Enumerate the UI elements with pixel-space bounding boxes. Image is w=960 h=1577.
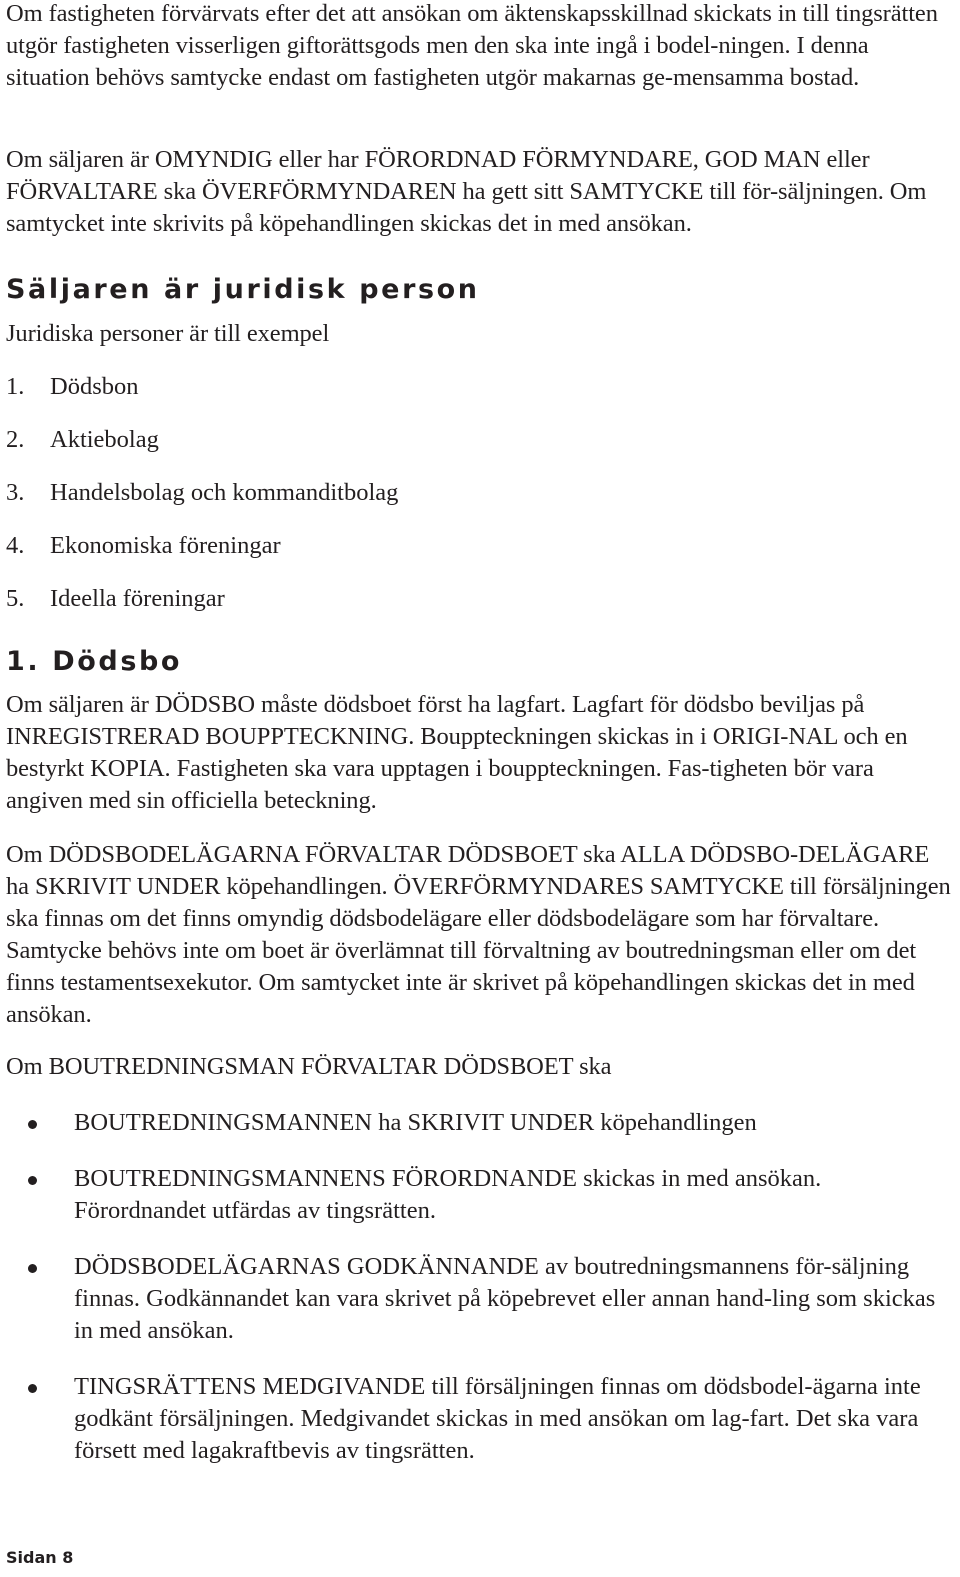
paragraph-dodsbo-lagfart: Om säljaren är DÖDSBO måste dödsboet först ha lagfart. Lagfart för dödsbo beviljas på INREGISTRERAD BOUPPTECKNING. Bouppteckningen skickas in i ORIGI-NAL och en bestyrkt KOPIA. Fastigheten ska vara upptagen i bouppteckningen. Fas-tigheten bör vara angiven med sin officiella beteckning. (6, 691, 908, 814)
list-item: BOUTREDNINGSMANNENS FÖRORDNANDE skickas in med ansökan. Förordnandet utfärdas av tingsrätten. (6, 1163, 946, 1227)
list-item: BOUTREDNINGSMANNEN ha SKRIVIT UNDER köpehandlingen (6, 1107, 946, 1139)
heading-dodsbo: 1. Dödsbo (6, 646, 183, 677)
list-item: 4. Ekonomiska föreningar (6, 532, 281, 559)
list-item: TINGSRÄTTENS MEDGIVANDE till försäljningen finnas om dödsbodel-ägarna inte godkänt försäljningen. Medgivandet skickas in med ansökan om lag-fart. Det ska vara försett med lagakraftbevis av tingsrätten. (6, 1371, 946, 1467)
paragraph-boutredningsman: Om BOUTREDNINGSMAN FÖRVALTAR DÖDSBOET ska (6, 1053, 612, 1080)
bullet-icon (28, 1176, 37, 1185)
list-item: 5. Ideella föreningar (6, 585, 225, 612)
paragraph-dodsbodelagare: Om DÖDSBODELÄGARNA FÖRVALTAR DÖDSBOET ska ALLA DÖDSBO-DELÄGARE ha SKRIVIT UNDER köpehandlingen. ÖVERFÖRMYNDARES SAMTYCKE till försäljningen ska finnas om det finns omyndig dödsbodelägare eller dödsbodelägare som har förvaltare. Samtycke behövs inte om boet är överlämnat till förvaltning av boutredningsman eller om det finns testamentsexekutor. Om samtycket inte är skrivet på köpehandlingen skickas det in med ansökan. (6, 841, 951, 1028)
list-item: DÖDSBODELÄGARNAS GODKÄNNANDE av boutredningsmannens för-säljning finnas. Godkännandet kan vara skrivet på köpebrevet eller annan hand-ling som skickas in med ansökan. (6, 1251, 946, 1347)
bullet-icon (28, 1384, 37, 1393)
bullet-icon (28, 1264, 37, 1273)
heading-juridisk-person: Säljaren är juridisk person (6, 274, 480, 305)
page-number: Sidan 8 (6, 1548, 74, 1567)
juridisk-intro: Juridiska personer är till exempel (6, 320, 330, 347)
paragraph-omyndig: Om säljaren är OMYNDIG eller har FÖRORDNAD FÖRMYNDARE, GOD MAN eller FÖRVALTARE ska ÖVERFÖRMYNDAREN ha gett sitt SAMTYCKE till för-säljningen. Om samtycket inte skrivits på köpehandlingen skickas det in med ansökan. (6, 146, 927, 237)
bullet-icon (28, 1120, 37, 1129)
list-item: 2. Aktiebolag (6, 426, 159, 453)
paragraph-giftorattsgods: Om fastigheten förvärvats efter det att ansökan om äktenskapsskillnad skickats in till tingsrätten utgör fastigheten visserligen giftorättsgods men den ska inte ingå i bodel-ningen. I denna situation behövs samtycke endast om fastigheten utgör makarnas ge-mensamma bostad. (6, 0, 938, 91)
juridisk-person-list (6, 360, 398, 625)
boutredningsman-bullet-list (6, 1107, 946, 1467)
list-item: 1. Dödsbon (6, 373, 139, 400)
list-item: 3. Handelsbolag och kommanditbolag (6, 479, 399, 506)
